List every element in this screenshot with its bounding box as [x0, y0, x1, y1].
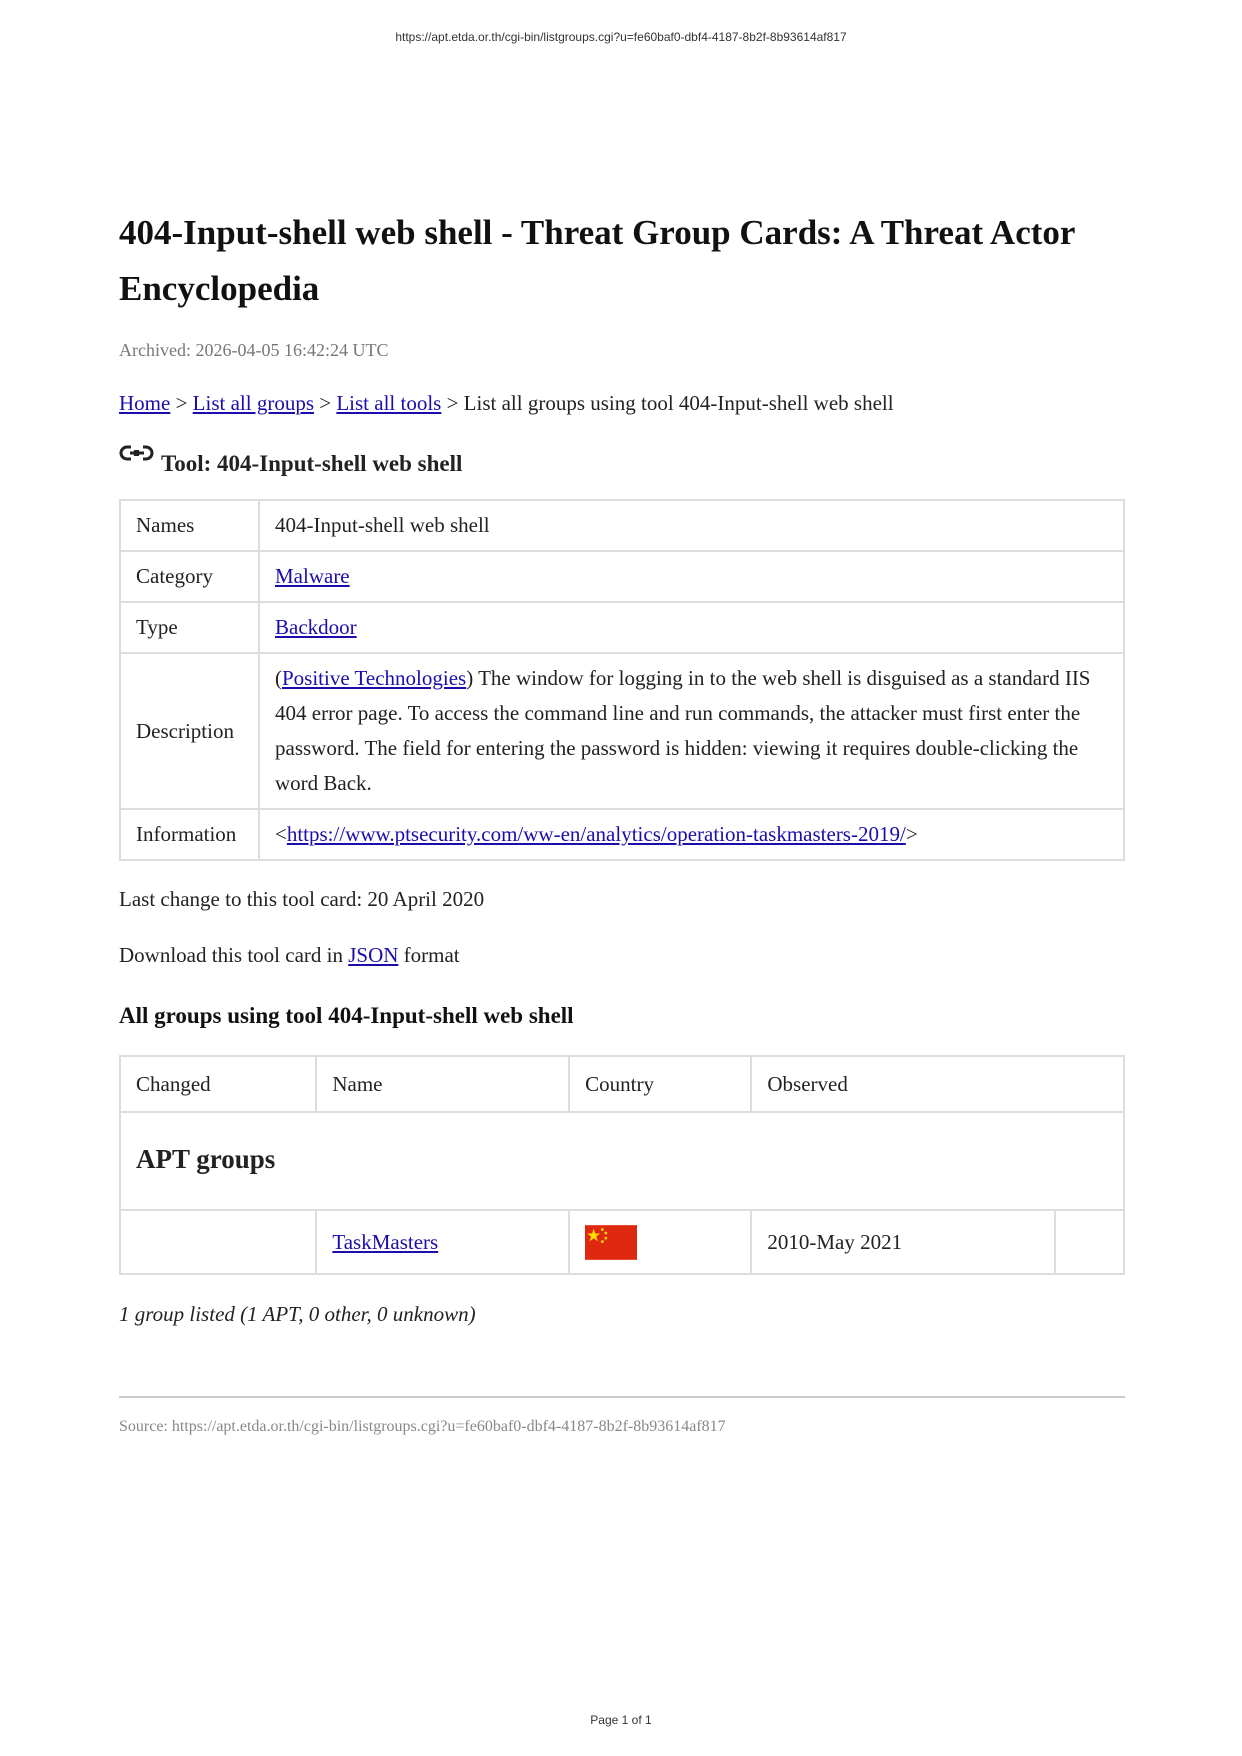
json-download-link[interactable]: JSON — [348, 943, 399, 967]
tool-info-table — [119, 499, 1125, 861]
china-flag-icon — [585, 1225, 637, 1260]
type-cell — [259, 602, 1124, 653]
print-header-url: https://apt.etda.or.th/cgi-bin/listgroups.cgi?u=fe60baf0-dbf4-4187-8b2f-8b93614af817 — [395, 30, 847, 44]
groups-table — [119, 1055, 1125, 1275]
table-row — [120, 500, 1124, 551]
type-label: Type — [120, 602, 259, 653]
column-header-country: Country — [569, 1056, 751, 1112]
category-label: Category — [120, 551, 259, 602]
breadcrumb — [119, 390, 1125, 416]
changed-cell — [120, 1210, 316, 1274]
download-line — [119, 942, 1125, 968]
table-row — [120, 809, 1124, 860]
category-link[interactable]: Malware — [275, 564, 350, 588]
last-change: Last change to this tool card: 20 April 2020 — [119, 887, 485, 911]
section-title-apt: APT groups — [120, 1112, 1124, 1210]
archived-timestamp: Archived: 2026-04-05 16:42:24 UTC — [119, 340, 389, 360]
breadcrumb-current: > List all groups using tool 404-Input-shell web shell — [441, 391, 894, 415]
table-row — [120, 551, 1124, 602]
download-prefix: Download this tool card in — [119, 943, 349, 967]
source-url: Source: https://apt.etda.or.th/cgi-bin/listgroups.cgi?u=fe60baf0-dbf4-4187-8b2f-8b93614af817 — [119, 1418, 726, 1435]
table-row — [120, 653, 1124, 809]
groups-heading: All groups using tool 404-Input-shell web shell — [119, 1003, 574, 1028]
group-link[interactable]: TaskMasters — [332, 1230, 439, 1254]
empty-cell — [1055, 1210, 1124, 1274]
information-close: > — [905, 822, 918, 846]
download-suffix: format — [398, 943, 460, 967]
table-row — [120, 1210, 1124, 1274]
breadcrumb-separator: > — [170, 391, 193, 415]
information-cell — [259, 809, 1124, 860]
tool-heading — [119, 449, 1125, 479]
column-header-observed: Observed — [751, 1056, 1124, 1112]
tool-heading-text: Tool: 404-Input-shell web shell — [161, 451, 463, 476]
information-link[interactable]: https://www.ptsecurity.com/ww-en/analytics/operation-taskmasters-2019/ — [286, 822, 906, 846]
description-source-link[interactable]: Positive Technologies — [282, 666, 467, 690]
description-label: Description — [120, 653, 259, 809]
country-cell — [569, 1210, 751, 1274]
description-text: ) The window for logging in to the web shell is disguised as a standard IIS 404 error page. To access the command line and run commands, the attacker must first enter the password. The field for entering the password is hidden: viewing it requires double-clicking the word Back. — [275, 666, 1091, 795]
names-label: Names — [120, 500, 259, 551]
description-cell — [259, 653, 1124, 809]
section-row — [120, 1112, 1124, 1210]
names-value: 404-Input-shell web shell — [259, 500, 1124, 551]
breadcrumb-separator: > — [314, 391, 337, 415]
observed-cell: 2010-May 2021 — [751, 1210, 1055, 1274]
table-row — [120, 602, 1124, 653]
column-header-name: Name — [316, 1056, 569, 1112]
name-cell — [316, 1210, 569, 1274]
page-number: Page 1 of 1 — [590, 1713, 652, 1727]
column-header-changed: Changed — [120, 1056, 316, 1112]
table-header-row — [120, 1056, 1124, 1112]
breadcrumb-home-link[interactable]: Home — [119, 391, 171, 415]
category-cell — [259, 551, 1124, 602]
information-open: < — [275, 822, 287, 846]
breadcrumb-groups-link[interactable]: List all groups — [192, 391, 314, 415]
footer-divider — [119, 1396, 1125, 1398]
information-label: Information — [120, 809, 259, 860]
page-title: 404-Input-shell web shell - Threat Group Cards: A Threat Actor Encyclopedia — [119, 213, 1075, 308]
breadcrumb-tools-link[interactable]: List all tools — [336, 391, 442, 415]
description-open-paren: ( — [275, 666, 282, 690]
link-icon — [119, 443, 155, 465]
page-content — [119, 205, 1125, 1438]
type-link[interactable]: Backdoor — [275, 615, 357, 639]
groups-summary: 1 group listed (1 APT, 0 other, 0 unknown) — [119, 1302, 476, 1326]
